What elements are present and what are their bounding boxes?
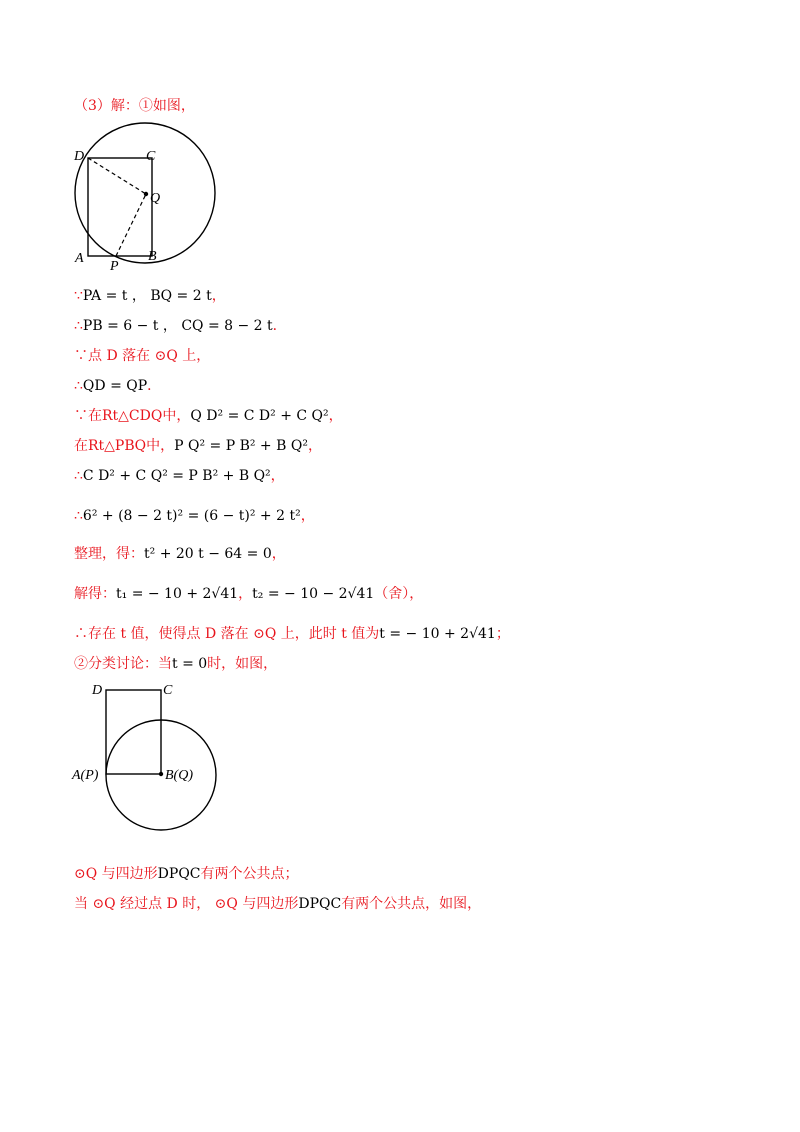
line-14-segment-0: 当 ⊙Q 经过点 D 时， ⊙Q 与四边形 <box>74 896 299 912</box>
line-12-segment-0: ②分类讨论：当 <box>74 656 172 672</box>
line-4-segment-0: ∴ <box>74 378 83 394</box>
figure-1-label-b: B <box>148 249 157 264</box>
line-0 <box>74 96 195 116</box>
line-9-segment-2: ， <box>271 546 286 562</box>
line-1-segment-2: ， <box>211 288 226 304</box>
figure-2-diagram <box>60 676 230 836</box>
line-9 <box>74 544 286 564</box>
line-11-segment-1: t = − 10 + 2√41 <box>379 626 496 642</box>
line-5 <box>74 406 343 426</box>
line-5-segment-1: Q D² = C D² + C Q² <box>190 408 329 424</box>
line-6-segment-2: ， <box>307 438 322 454</box>
line-4-segment-1: QD = QP <box>82 378 148 394</box>
line-11-segment-0: ∴存在 t 值，使得点 D 落在 ⊙Q 上，此时 t 值为 <box>74 626 380 642</box>
figure-1-label-p: P <box>110 259 119 274</box>
line-13-segment-1: DPQC <box>157 866 201 882</box>
line-5-segment-2: ， <box>328 408 343 424</box>
figure-1-rectangle <box>88 158 152 256</box>
figure-2-label-c: C <box>163 683 173 698</box>
line-1 <box>74 286 226 306</box>
figure-1-dashed-dq <box>88 158 146 194</box>
line-2 <box>74 316 287 336</box>
line-8 <box>74 506 315 526</box>
line-7-segment-0: ∴ <box>74 468 83 484</box>
figure-2-point-b <box>159 772 163 776</box>
line-7-segment-2: ， <box>270 468 285 484</box>
line-5-segment-0: ∵在Rt△CDQ中， <box>74 408 191 424</box>
figure-1-label-d: D <box>74 149 85 164</box>
line-8-segment-1: 6² + (8 − 2 t)² = (6 − t)² + 2 t² <box>82 508 301 524</box>
figure-1-point-q <box>144 192 148 196</box>
line-9-segment-1: t² + 20 t − 64 = 0 <box>144 546 272 562</box>
line-3-segment-2: 落在 ⊙Q 上， <box>117 348 211 364</box>
figure-1-label-c: C <box>146 149 156 164</box>
line-2-segment-0: ∴ <box>74 318 83 334</box>
line-10 <box>74 584 423 604</box>
line-3 <box>74 346 210 366</box>
line-2-segment-1: PB = 6 − t ， CQ = 8 − 2 t <box>82 318 273 334</box>
line-3-segment-0: ∵点 <box>74 348 107 364</box>
line-10-segment-2: ， <box>238 586 253 602</box>
figure-1-diagram <box>60 118 230 278</box>
line-11 <box>74 624 510 644</box>
line-10-segment-1: t₁ = − 10 + 2√41 <box>116 586 239 602</box>
line-7-segment-1: C D² + C Q² = P B² + B Q² <box>82 468 271 484</box>
line-13 <box>74 864 299 884</box>
figure-2-rectangle <box>106 690 161 774</box>
line-8-segment-2: ， <box>300 508 315 524</box>
line-1-segment-1: PA = t ， BQ = 2 t <box>82 288 212 304</box>
line-8-segment-0: ∴ <box>74 508 83 524</box>
line-0-segment-0: （3）解：①如图， <box>74 98 195 114</box>
line-14-segment-1: DPQC <box>298 896 342 912</box>
figure-2-label-ap: A(P) <box>72 768 99 783</box>
line-13-segment-0: ⊙Q 与四边形 <box>74 866 158 882</box>
line-6 <box>74 436 322 456</box>
figure-1-label-q: Q <box>150 191 161 206</box>
line-7 <box>74 466 285 486</box>
line-4-segment-2: ． <box>147 378 162 394</box>
figure-1-label-a: A <box>75 251 84 266</box>
figure-2-label-bq: B(Q) <box>165 768 193 783</box>
line-3-segment-1: D <box>106 348 118 364</box>
line-6-segment-0: 在Rt△PBQ中， <box>74 438 175 454</box>
line-11-segment-2: ； <box>495 626 510 642</box>
line-1-segment-0: ∵ <box>74 288 83 304</box>
figure-2-label-d: D <box>92 683 103 698</box>
line-9-segment-0: 整理，得： <box>74 546 144 562</box>
line-12-segment-1: t = 0 <box>172 656 208 672</box>
line-10-segment-3: t₂ = − 10 − 2√41 <box>252 586 375 602</box>
line-6-segment-1: P Q² = P B² + B Q² <box>174 438 308 454</box>
line-13-segment-2: 有两个公共点； <box>200 866 299 882</box>
line-10-segment-4: （舍）， <box>374 586 424 602</box>
line-14-segment-2: 有两个公共点，如图， <box>341 896 482 912</box>
line-12-segment-2: 时，如图， <box>207 656 278 672</box>
line-4 <box>74 376 161 396</box>
line-10-segment-0: 解得： <box>74 586 116 602</box>
line-14 <box>74 894 481 914</box>
line-12 <box>74 654 277 674</box>
figure-1-dashed-pq <box>116 194 146 256</box>
line-2-segment-2: ． <box>272 318 287 334</box>
